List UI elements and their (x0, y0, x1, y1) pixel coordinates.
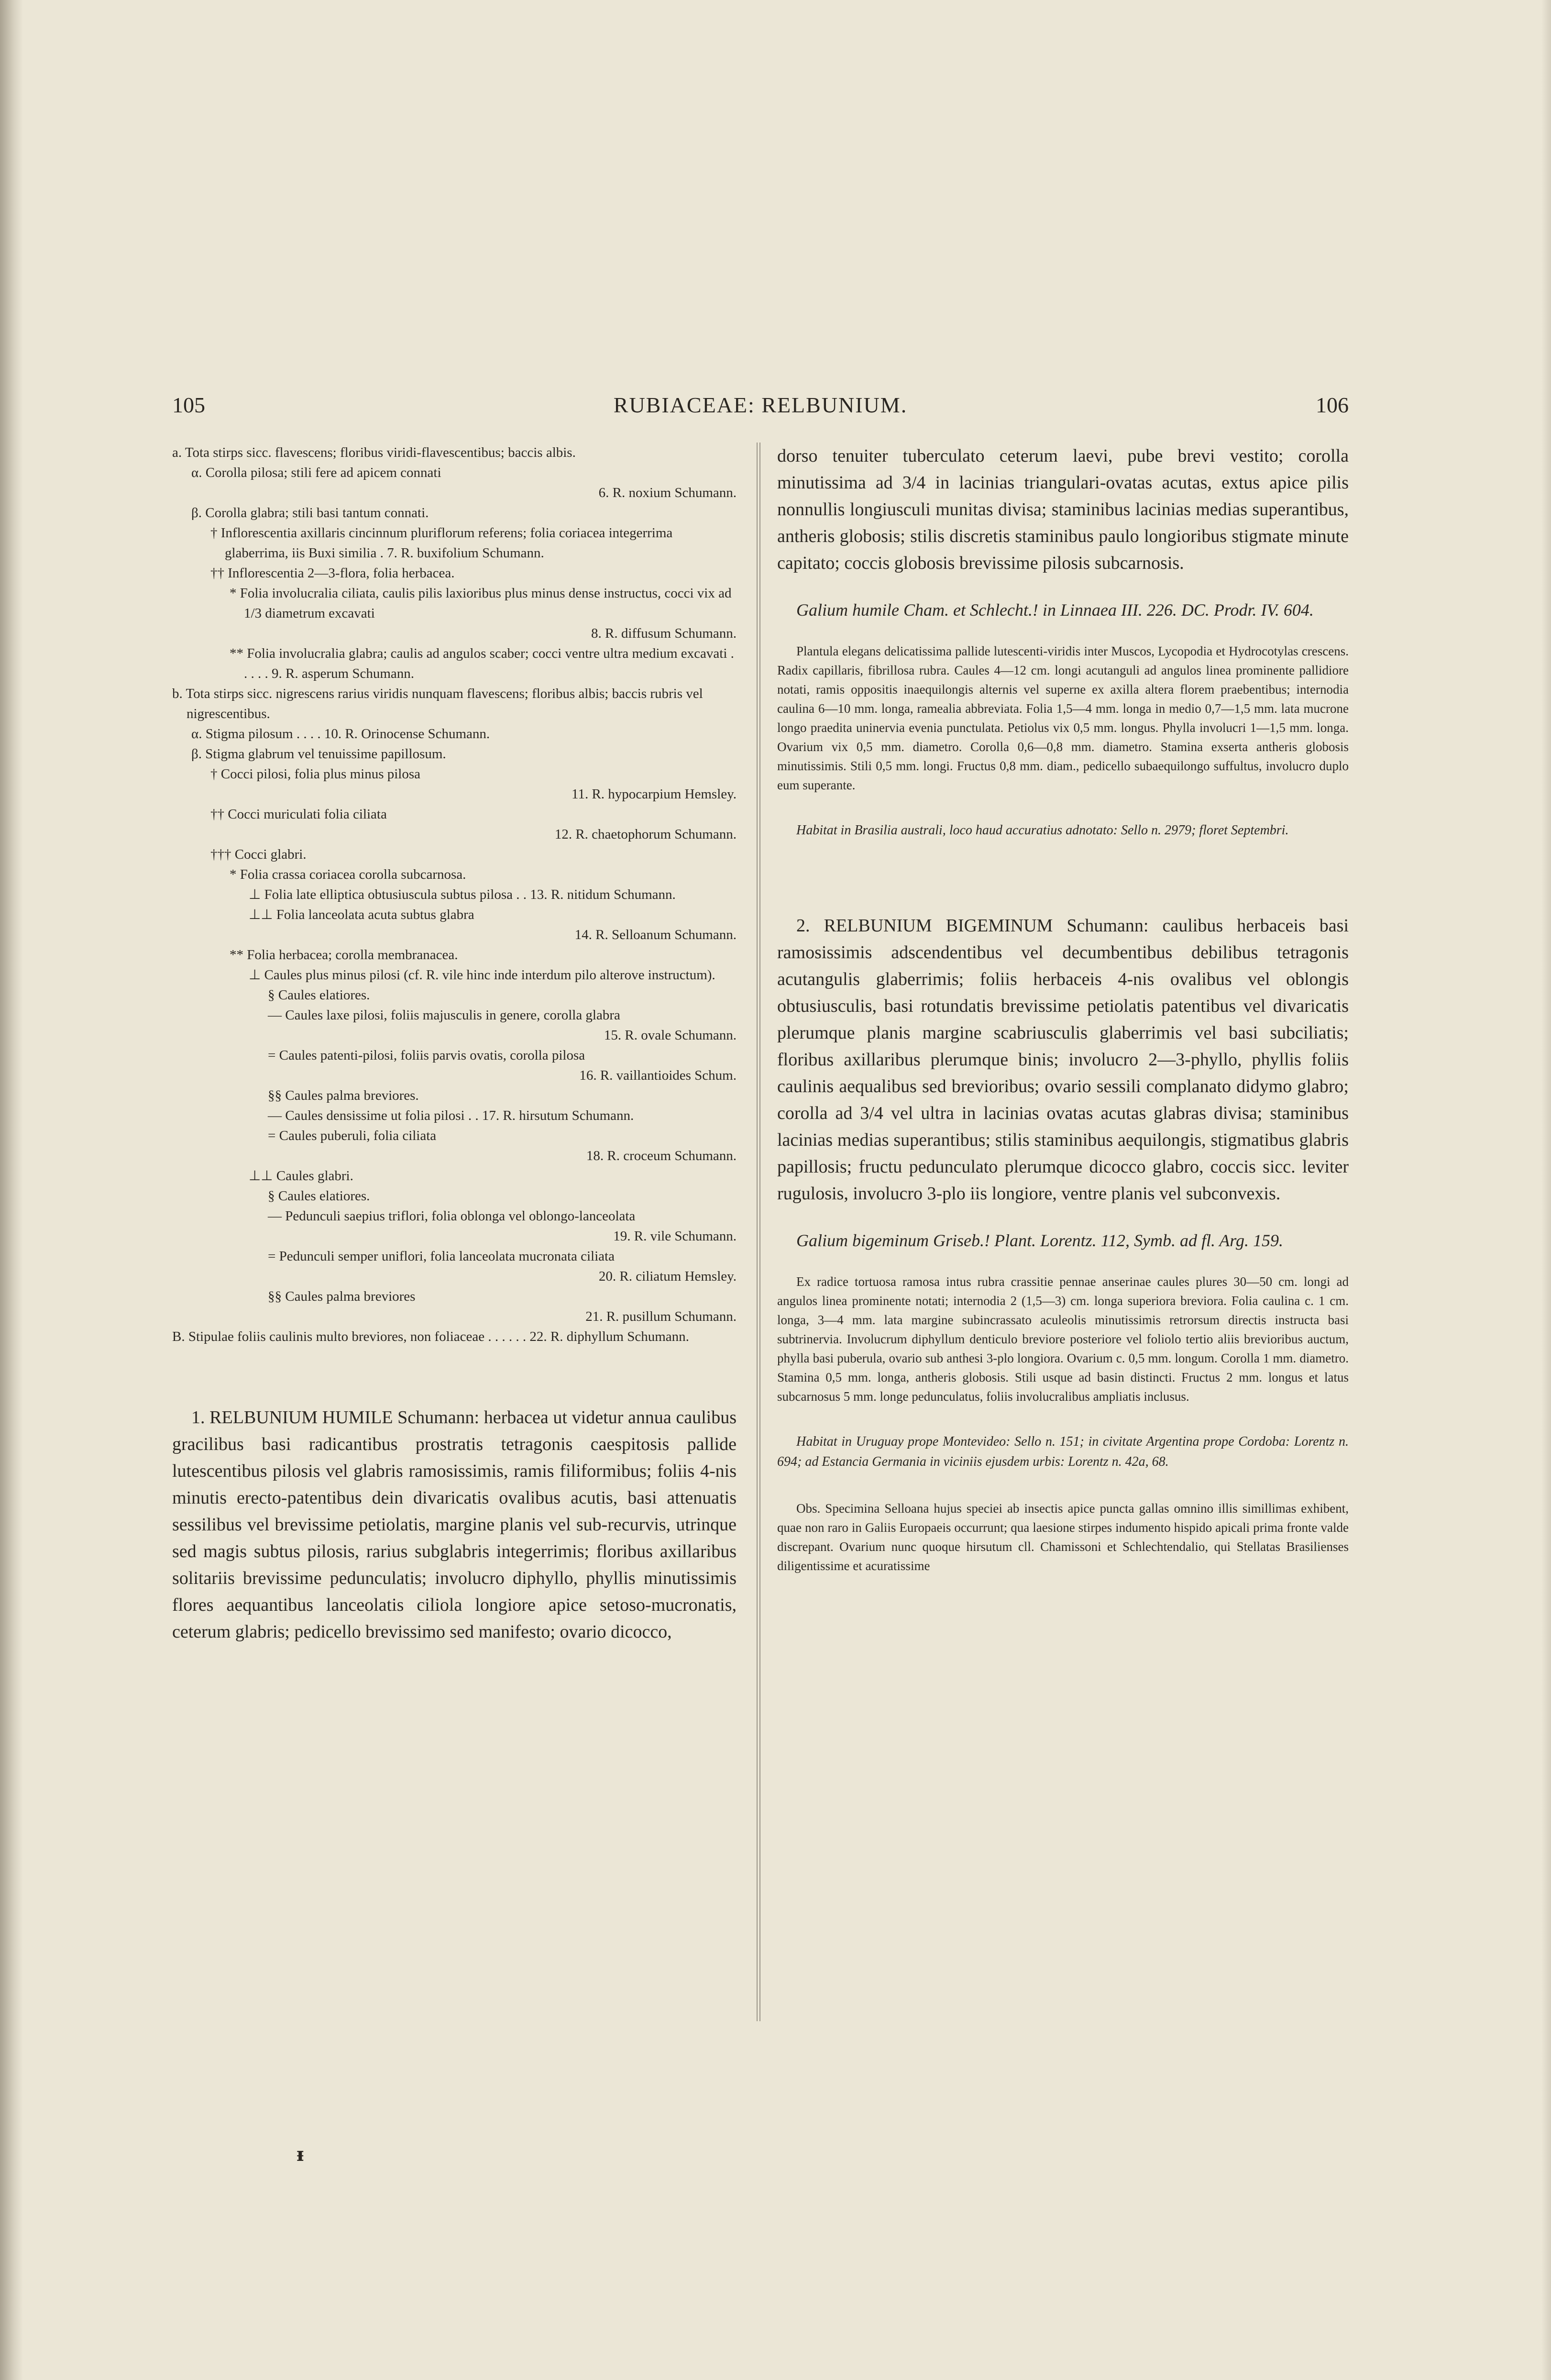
key-line: — Caules laxe pilosi, foliis majusculis in genere, corolla glabra (268, 1007, 620, 1023)
detailed-description-humile: Plantula elegans delicatissima pallide lutescenti-viridis inter Muscos, Lycopodia et Hydrocotylas crescens. Radix capillaris, fibrillosa rubra. Caules 4—12 cm. longi acutanguli ad angulos linea prominente pallidiore notati, ramis oppositis inaequilongis alternis vel superne ex axilla altera florem praebentibus; internodia caulina 6—10 mm. longa, ramealia abbreviata. Folia 1,5—4 mm. longa in medio 0,7—1,5 mm. lata mucrone longo praedita uninervia evenia punctulata. Petiolus vix 0,5 mm. longus. Phylla involucri 1—1,5 mm. longa. Ovarium vix 0,5 mm. diametro. Corolla 0,6—0,8 mm. diametro. Stamina exserta antheris globosis minutissimis. Stili 0,5 mm. longi. Fructus 0,8 mm. diam., pedicello subaequilongo suffultus, involucro duplo eum superante. (777, 644, 1349, 792)
key-species-name: 16. R. vaillantioides Schum. (579, 1068, 737, 1083)
key-line: § Caules elatiores. (268, 1188, 370, 1204)
section-gap (777, 841, 1349, 912)
key-species-name: 19. R. vile Schumann. (613, 1229, 737, 1244)
key-line: †† Inflorescentia 2—3-flora, folia herbacea. (210, 565, 455, 581)
key-species-name: 18. R. croceum Schumann. (586, 1148, 737, 1163)
species-description-humile: 1. RELBUNIUM HUMILE Schumann: herbacea ut videtur annua caulibus gracilibus basi radicantibus prostratis tetragonis caespitosis pallide lutescentibus pilosis vel glabris ramosissimis, ramis filiformibus; foliis 4-nis minutis erecto-patentibus dein divaricatis ovalibus acutis, basi attenuatis sessilibus vel brevissime petiolatis, margine planis vel sub-recurvis, utrinque sed magis subtus pilosis, rarius subglabris integerrimis; floribus axillaribus solitariis brevissime pedunculatis; involucro diphyllo, phyllis minutissimis flores aequantibus lanceolatis ciliola longiore apice setoso-mucronatis, ceterum glabris; pedicello brevissimo sed manifesto; ovario dicocco, (172, 1407, 737, 1642)
key-species-name: 15. R. ovale Schumann. (604, 1028, 737, 1043)
page-right-edge (1541, 0, 1551, 2380)
right-column (777, 443, 1349, 2036)
left-column (172, 443, 737, 2036)
running-title: RUBIACEAE: RELBUNIUM. (613, 393, 908, 417)
synonym-humile: Galium humile Cham. et Schlecht.! in Linnaea III. 226. DC. Prodr. IV. 604. (796, 600, 1314, 620)
key-line: §§ Caules palma breviores (268, 1289, 416, 1304)
key-species-name: 12. R. chaetophorum Schumann. (554, 827, 737, 842)
key-line: ††† Cocci glabri. (210, 847, 307, 862)
page-binding-shadow (0, 0, 23, 2380)
key-line: = Pedunculi semper uniflori, folia lanceolata mucronata ciliata (268, 1249, 615, 1264)
key-species-name: 20. R. ciliatum Hemsley. (598, 1269, 737, 1284)
key-line: § Caules elatiores. (268, 987, 370, 1003)
habitat-bigeminum: Habitat in Uruguay prope Montevideo: Sello n. 151; in civitate Argentina prope Cordoba: Lorentz n. 694; ad Estancia Germania in viciniis ejusdem urbis: Lorentz n. 42a, 68. (777, 1434, 1349, 1469)
key-line: ⊥⊥ Caules glabri. (249, 1168, 353, 1184)
species-key (172, 443, 737, 1347)
key-line: = Caules patenti-pilosi, foliis parvis ovatis, corolla pilosa (268, 1048, 585, 1063)
key-species-name: 21. R. pusillum Schumann. (585, 1309, 737, 1324)
running-header (172, 392, 1349, 426)
description-continuation: dorso tenuiter tuberculato ceterum laevi, pube brevi vestito; corolla minutissima ad 3/4 in lacinias triangulari-ovatas acutas, extus apice pilis nonnullis longiusculi munitas divisa; staminibus lacinias medias superantibus, antheris globosis; stilis discretis staminibus paulo longioribus stigmate minute capitato; coccis globosis brevissime pilosis subcarnosis. (777, 446, 1349, 573)
key-line: β. Stigma glabrum vel tenuissime papillosum. (191, 746, 446, 762)
key-line: * Folia crassa coriacea corolla subcarnosa. (230, 867, 466, 882)
key-line: ⊥ Folia late elliptica obtusiuscula subtus pilosa . . 13. R. nitidum Schumann. (249, 887, 676, 902)
section-gap (172, 1347, 737, 1404)
key-line: — Pedunculi saepius triflori, folia oblonga vel oblongo-lanceolata (268, 1208, 636, 1224)
key-line: α. Stigma pilosum . . . . 10. R. Orinocense Schumann. (191, 726, 490, 742)
key-line: β. Corolla glabra; stili basi tantum connati. (191, 505, 429, 520)
key-line: b. Tota stirps sicc. nigrescens rarius viridis nunquam flavescens; floribus albis; baccis rubris vel nigrescentibus. (172, 686, 703, 721)
key-line: ** Folia herbacea; corolla membranacea. (230, 947, 458, 963)
synonym-bigeminum: Galium bigeminum Griseb.! Plant. Lorentz. 112, Symb. ad fl. Arg. 159. (796, 1231, 1283, 1250)
key-species-name: 11. R. hypocarpium Hemsley. (572, 786, 737, 802)
observation-note: Obs. Specimina Selloana hujus speciei ab insectis apice puncta gallas omnino illis simillimas exhibent, quae non raro in Galiis Europaeis occurrunt; qua laesione stirpes indumento hispido apicali prima fronte valde discrepant. Ovarium nunc quoque hirsutum cll. Chamissoni et Schlechtendalio, qui Stellatas Brasilienses diligentissime et acuratissime (777, 1501, 1349, 1573)
key-species-name: 6. R. noxium Schumann. (598, 485, 737, 500)
key-line: * Folia involucralia ciliata, caulis pilis laxioribus plus minus dense instructus, cocci vix ad 1/3 diametrum excavati (230, 586, 732, 621)
species-description-bigeminum: 2. RELBUNIUM BIGEMINUM Schumann: caulibus herbaceis basi ramosissimis adscendentibus vel decumbentibus debilibus tetragonis acutangulis glaberrimis; foliis herbaceis 4-nis ovalibus vel oblongis obtusiusculis, basi rotundatis brevissime petiolatis patentibus vel divaricatis plerumque planis margine scabriusculis glaberrimis vel basi subciliatis; floribus axillaribus plerumque binis; involucro 2—3-phyllo, phyllis foliis caulinis aequalibus sed brevioribus; ovario sessili complanato didymo glabro; corolla ad 3/4 vel ultra in lacinias ovatas acutas glabras divisa; staminibus lacinias medias superantibus; stilis staminibus aequilongis, stigmatibus glabris papillosis; fructu pedunculato plerumque dicocco glabro, coccis sicc. leviter rugulosis, involucro 3-plo iis longiore, ventre planis vel subconvexis. (777, 916, 1349, 1204)
key-line: ⊥⊥ Folia lanceolata acuta subtus glabra (249, 907, 474, 922)
key-line: — Caules densissime ut folia pilosi . . 17. R. hirsutum Schumann. (268, 1108, 634, 1123)
detailed-description-bigeminum: Ex radice tortuosa ramosa intus rubra crassitie pennae anserinae caules plures 30—50 cm. longi ad angulos linea prominente notati; internodia 2 (1,5—3) cm. longa superiora breviora. Folia caulina c. 1 cm. longa, 3—4 mm. lata margine subincrassato aculeolis minutissimis retrorsum directis instructa basi subtrinervia. Involucrum diphyllum denticulo breviore posteriore vel foliolo tertio aliis brevioribus auctum, phylla basi puberula, ovario sub anthesi 3-plo longiora. Ovarium c. 0,5 mm. longum. Corolla 1 mm. diametro. Stamina 0,5 mm. longa, antheris globosis. Stili usque ad basin distincti. Fructus 2 mm. longus et latus subcarnosus 5 mm. longe pedunculatus, foliis involucralibus ampliatis inclusus. (777, 1274, 1349, 1404)
key-line: = Caules puberuli, folia ciliata (268, 1128, 437, 1143)
key-line: α. Corolla pilosa; stili fere ad apicem connati (191, 465, 441, 480)
key-line: ⊥ Caules plus minus pilosi (cf. R. vile hinc inde interdum pilo alterove instructum). (249, 967, 715, 983)
key-line: B. Stipulae foliis caulinis multo breviores, non foliaceae . . . . . . 22. R. diphyllum Schumann. (172, 1329, 689, 1344)
key-line: a. Tota stirps sicc. flavescens; floribus viridi-flavescentibus; baccis albis. (172, 445, 576, 460)
habitat-humile: Habitat in Brasilia australi, loco haud accuratius adnotato: Sello n. 2979; floret Septembri. (796, 823, 1289, 838)
page-number-left: 105 (172, 393, 205, 417)
key-line: §§ Caules palma breviores. (268, 1088, 419, 1103)
key-line: † Inflorescentia axillaris cincinnum pluriflorum referens; folia coriacea integerrima glaberrima, iis Buxi similia . 7. R. buxifolium Schumann. (210, 525, 673, 561)
page-number-right: 106 (1316, 393, 1349, 417)
key-species-name: 8. R. diffusum Schumann. (591, 626, 737, 641)
key-line: † Cocci pilosi, folia plus minus pilosa (210, 766, 421, 782)
page-mark: ᵻ (297, 2143, 304, 2166)
key-line: ** Folia involucralia glabra; caulis ad angulos scaber; cocci ventre ultra medium excavati . . . . . 9. R. asperum Schumann. (230, 646, 734, 681)
column-divider (757, 443, 760, 2021)
key-line: †† Cocci muriculati folia ciliata (210, 807, 387, 822)
key-species-name: 14. R. Selloanum Schumann. (574, 927, 737, 942)
